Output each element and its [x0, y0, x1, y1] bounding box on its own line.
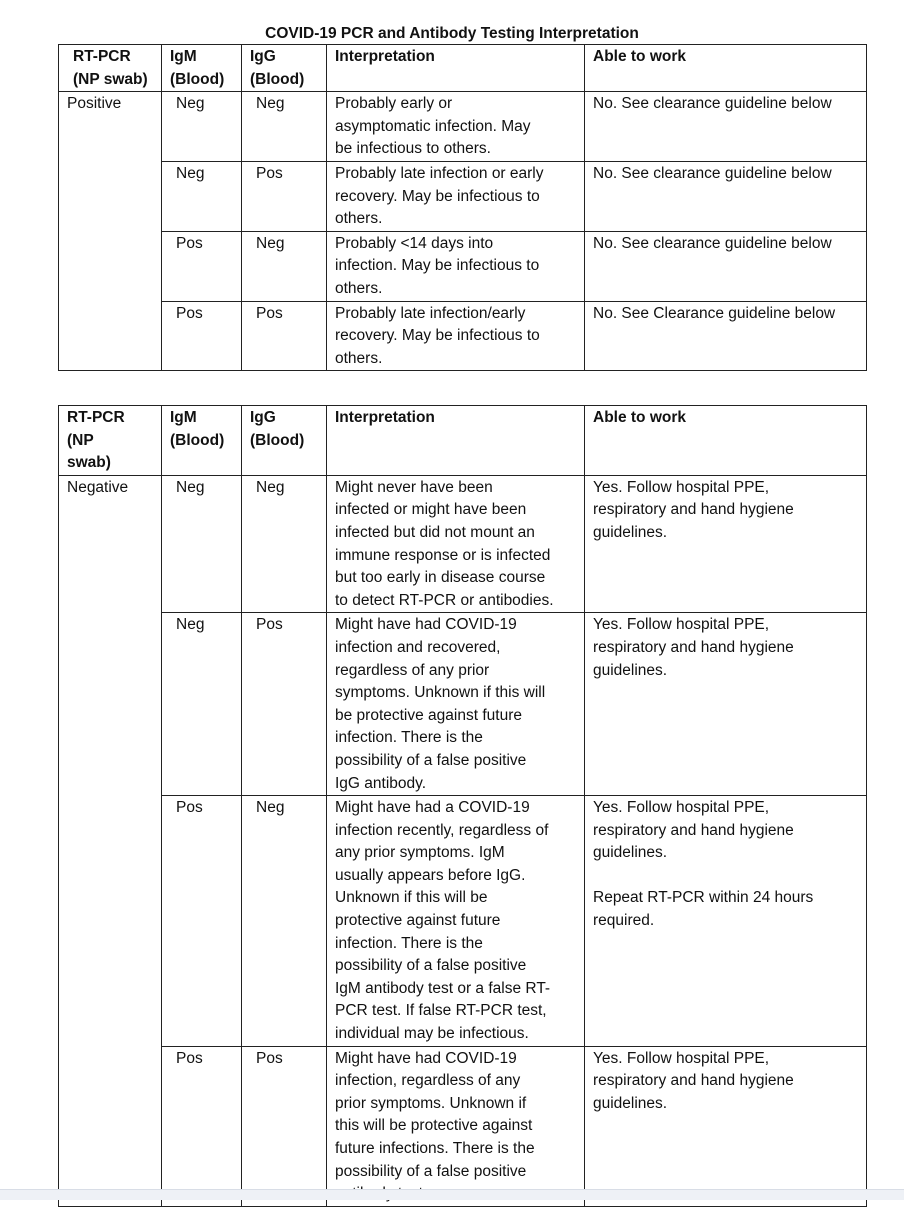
igm-cell: Neg — [162, 475, 242, 613]
table-row — [59, 301, 867, 371]
igm-header: IgM (Blood) — [162, 406, 242, 476]
able-to-work-cell: No. See clearance guideline below — [585, 231, 867, 301]
table-row — [59, 231, 867, 301]
igg-header: IgG (Blood) — [242, 406, 327, 476]
igg-cell: Pos — [242, 301, 327, 371]
table-header-row — [59, 406, 867, 476]
interpretation-cell: Might never have been infected or might have been infected but did not mount an immune response or is infected but too early in disease course to detect RT-PCR or antibodies. — [327, 475, 585, 613]
igg-cell: Pos — [242, 161, 327, 231]
igm-cell: Pos — [162, 301, 242, 371]
igm-cell: Pos — [162, 796, 242, 1047]
interpretation-cell: Probably early or asymptomatic infection. May be infectious to others. — [327, 92, 585, 162]
able-to-work-cell: Yes. Follow hospital PPE, respiratory and hand hygiene guidelines. — [585, 475, 867, 613]
rt-pcr-result-cell: Positive — [59, 92, 162, 371]
able-to-work-cell: Yes. Follow hospital PPE, respiratory and hand hygiene guidelines. Repeat RT-PCR within 24 hours required. — [585, 796, 867, 1047]
interpretation-header: Interpretation — [327, 406, 585, 476]
table-row — [59, 613, 867, 796]
igm-cell: Pos — [162, 231, 242, 301]
interpretation-cell: Probably late infection or early recovery. May be infectious to others. — [327, 161, 585, 231]
table-row — [59, 92, 867, 162]
able-to-work-header: Able to work — [585, 45, 867, 92]
igg-cell: Pos — [242, 613, 327, 796]
igg-cell: Pos — [242, 1046, 327, 1206]
igm-cell: Neg — [162, 161, 242, 231]
able-to-work-cell: No. See clearance guideline below — [585, 92, 867, 162]
table-row — [59, 475, 867, 613]
table-row — [59, 161, 867, 231]
able-to-work-cell: Yes. Follow hospital PPE, respiratory and hand hygiene guidelines. — [585, 1046, 867, 1206]
able-to-work-cell: No. See Clearance guideline below — [585, 301, 867, 371]
rt-pcr-result-cell: Negative — [59, 475, 162, 1206]
table-header-row — [59, 45, 867, 92]
able-to-work-header: Able to work — [585, 406, 867, 476]
document-title: COVID-19 PCR and Antibody Testing Interpretation — [265, 25, 639, 42]
igm-header: IgM (Blood) — [162, 45, 242, 92]
positive-pcr-table — [58, 44, 867, 371]
viewer-bottom-bar — [0, 1189, 904, 1200]
igg-cell: Neg — [242, 796, 327, 1047]
table-row — [59, 796, 867, 1047]
igm-cell: Neg — [162, 613, 242, 796]
negative-pcr-table — [58, 405, 867, 1207]
igm-cell: Pos — [162, 1046, 242, 1206]
interpretation-cell: Probably <14 days into infection. May be infectious to others. — [327, 231, 585, 301]
igg-header: IgG (Blood) — [242, 45, 327, 92]
igg-cell: Neg — [242, 231, 327, 301]
igg-cell: Neg — [242, 92, 327, 162]
igm-cell: Neg — [162, 92, 242, 162]
rt-pcr-header: RT-PCR (NP swab) — [59, 45, 162, 92]
table-row — [59, 1046, 867, 1206]
interpretation-cell: Might have had a COVID-19 infection recently, regardless of any prior symptoms. IgM usually appears before IgG. Unknown if this will be protective against future infection. There is the possibility of a false positive IgM antibody test or a false RT- PCR test. If false RT-PCR test, individual may be infectious. — [327, 796, 585, 1047]
interpretation-cell: Probably late infection/early recovery. May be infectious to others. — [327, 301, 585, 371]
igg-cell: Neg — [242, 475, 327, 613]
interpretation-cell: Might have had COVID-19 infection, regardless of any prior symptoms. Unknown if this will be protective against future infections. There is the possibility of a false positive — [327, 1046, 585, 1206]
interpretation-cell: Might have had COVID-19 infection and recovered, regardless of any prior symptoms. Unknown if this will be protective against future infection. There is the possibility of a false positive IgG antibody. — [327, 613, 585, 796]
rt-pcr-header: RT-PCR (NP swab) — [59, 406, 162, 476]
interpretation-header: Interpretation — [327, 45, 585, 92]
able-to-work-cell: No. See clearance guideline below — [585, 161, 867, 231]
able-to-work-cell: Yes. Follow hospital PPE, respiratory and hand hygiene guidelines. — [585, 613, 867, 796]
